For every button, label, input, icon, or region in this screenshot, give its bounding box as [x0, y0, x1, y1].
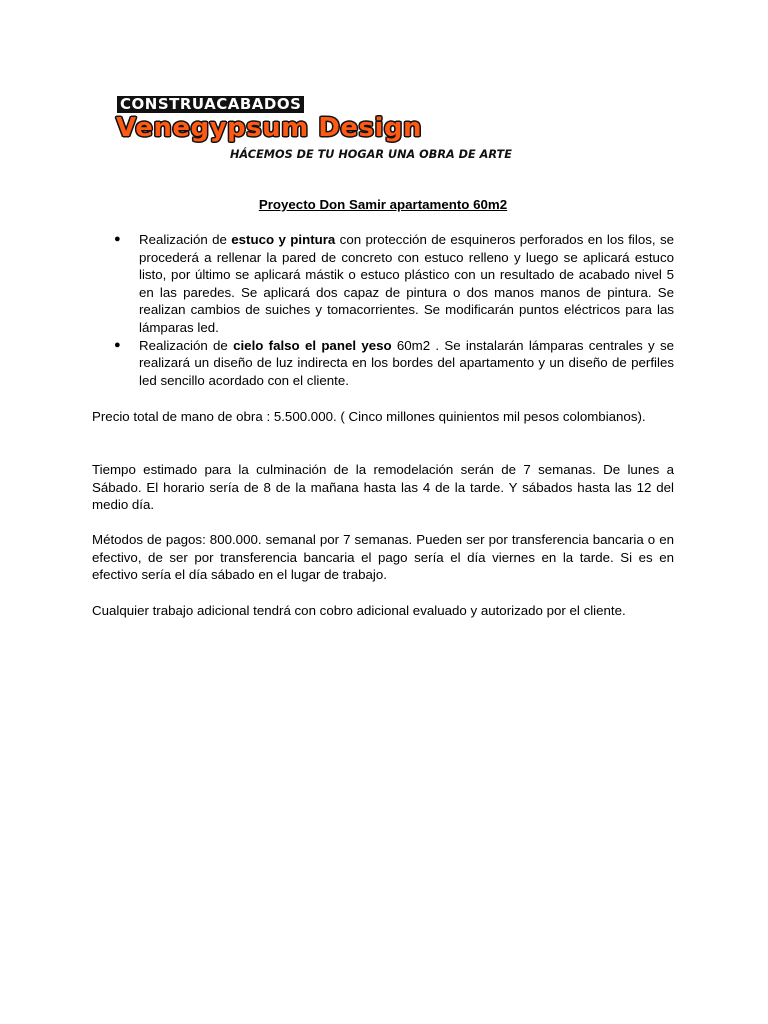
- logo-company-name: CONSTRUACABADOS: [117, 96, 304, 113]
- list-item-cielo-falso: [92, 337, 674, 390]
- payment-methods-paragraph: Métodos de pagos: 800.000. semanal por 7 semanas. Pueden ser por transferencia bancaria o en efectivo, de ser por transferencia bancaria el pago sería el día viernes en la tarde. Si es en efectivo sería el día sábado en el lugar de trabajo.: [92, 532, 674, 583]
- bullet-bold-term: estuco y pintura: [231, 232, 336, 247]
- bullet-prefix: Realización de: [139, 232, 232, 247]
- work-items-list: [92, 231, 674, 389]
- bullet-icon: ●: [114, 233, 121, 245]
- bullet-prefix: Realización de: [139, 337, 234, 353]
- logo-slogan: HÁCEMOS DE TU HOGAR UNA OBRA DE ARTE: [230, 147, 512, 161]
- list-item-estuco: [92, 231, 674, 337]
- additional-work-paragraph: Cualquier trabajo adicional tendrá con cobro adicional evaluado y autorizado por el cliente.: [92, 603, 626, 618]
- company-logo: [116, 95, 512, 167]
- schedule-paragraph: Tiempo estimado para la culminación de la remodelación serán de 7 semanas. De lunes a Sábado. El horario sería de 8 de la mañana hasta las 4 de la tarde. Y sábados hasta las 12 del medio día.: [92, 462, 674, 513]
- document-title: Proyecto Don Samir apartamento 60m2: [258, 197, 508, 212]
- bullet-text: 60m2 . Se instalarán lámparas centrales y se realizará un diseño de luz indirecta en los bordes del apartamento y un diseño de perfiles led sencillo acordado con el cliente.: [139, 337, 674, 388]
- price-paragraph: Precio total de mano de obra : 5.500.000. ( Cinco millones quinientos mil pesos colombianos).: [92, 409, 646, 424]
- bullet-icon: ●: [114, 338, 121, 351]
- logo-brand-name: Venegypsum Design: [116, 113, 423, 143]
- bullet-text: con protección de esquineros perforados en los filos, se procederá a rellenar la pared de concreto con estuco relleno y luego se aplicará estuco listo, por último se aplicará mástik o estuco plástico con un resultado de acabado nivel 5 en las paredes. Se aplicará dos capaz de pintura o dos manos manos de pintura. Se realizan cambios de suiches y tomacorrientes. Se modificarán puntos eléctricos para las lámparas led.: [139, 232, 674, 335]
- bullet-bold-term: cielo falso el panel yeso: [233, 337, 392, 353]
